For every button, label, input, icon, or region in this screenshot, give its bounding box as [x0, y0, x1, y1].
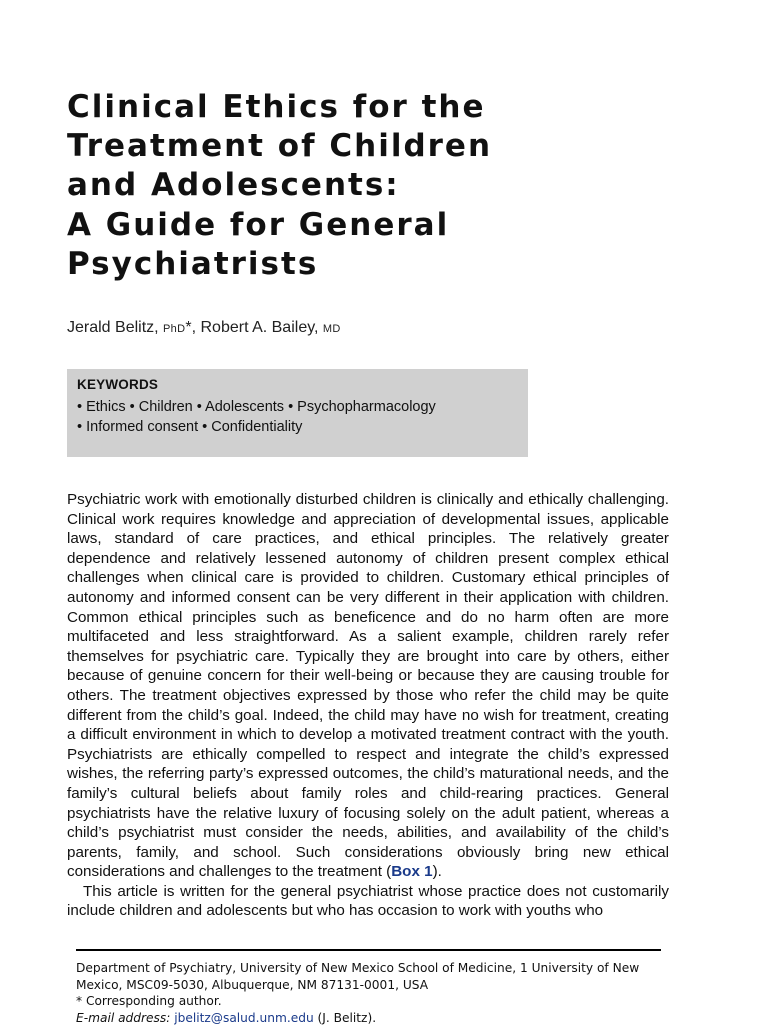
title-line: and Adolescents:: [67, 167, 400, 204]
article-body: [67, 490, 669, 921]
article-title: [67, 88, 527, 284]
title-line: Clinical Ethics for the: [67, 89, 486, 125]
email-label: E-mail address:: [76, 1010, 171, 1025]
footnote-divider: [76, 949, 661, 951]
body-paragraph: This article is written for the general psychiatrist whose practice does not customarily include children and adolescents but who has occasion to work with youths who: [67, 882, 669, 920]
title-line: A Guide for General: [67, 206, 450, 243]
author-degree: PhD: [163, 323, 186, 335]
author-list: Jerald Belitz, PhD*, Robert A. Bailey, MD: [67, 319, 341, 336]
author-name: Jerald Belitz: [67, 319, 155, 336]
email-link[interactable]: jbelitz@salud.unm.edu: [174, 1010, 314, 1025]
affiliation: Department of Psychiatry, University of New Mexico School of Medicine, 1 University of New Mexico, MSC09-5030, Albuquerque, NM 87131-0001, USA: [76, 961, 640, 992]
corresponding-mark: *: [185, 319, 192, 336]
box-1-link[interactable]: Box 1: [391, 863, 433, 881]
paragraph-text: ).: [432, 863, 442, 881]
email-suffix: (J. Belitz).: [313, 1010, 377, 1025]
title-line: Psychiatrists: [67, 245, 319, 282]
footnote: [76, 960, 666, 1026]
keywords-line: • Ethics • Children • Adolescents • Psychopharmacology: [77, 399, 436, 415]
corresponding-note: * Corresponding author.: [76, 994, 222, 1009]
keywords-box: [67, 369, 528, 457]
title-line: Treatment of Children: [67, 128, 493, 165]
author-name: Robert A. Bailey: [200, 319, 315, 336]
keywords-heading: KEYWORDS: [77, 377, 159, 392]
paragraph-text: Psychiatric work with emotionally disturbed children is clinically and ethically challenging. Clinical work requires knowledge and appreciation of developmental issues, applicable laws, standard of care practices, and ethical principles. The relatively greater dependence and relatively lessened autonomy of children present complex ethical challenges when clinical care is provided to children. Customary ethical principles of autonomy and informed consent can be very different in their application with children. Common ethical principles such as beneficence and do no harm often are more multifaceted and less straightforward. As a salient example, children rarely refer themselves for psychiatric care. Typically they are brought into care by others, either because of genuine concern for their well-being or because they are causing trouble for others. The treatment objectives expressed by those who refer the child may be quite different from the child’s goal. Indeed, the child may have no wish for treatment, creating a difficult environment in which to develop a motivated treatment contract with the youth. Psychiatrists are ethically compelled to respect and integrate the child’s expressed wishes, the referring party’s expressed outcomes, the child’s maturational needs, and the family’s cultural beliefs about family roles and child-rearing practices. General psychiatrists have the relative luxury of focusing solely on the adult patient, whereas a child’s psychiatrist must consider the needs, abilities, and availability of the child’s parents, family, and school. Such considerations obviously bring new ethical considerations and challenges to the treatment (: [67, 491, 669, 881]
author-degree: MD: [322, 323, 341, 335]
keywords-line: • Informed consent • Confidentiality: [77, 418, 303, 435]
body-paragraph: [67, 490, 669, 882]
